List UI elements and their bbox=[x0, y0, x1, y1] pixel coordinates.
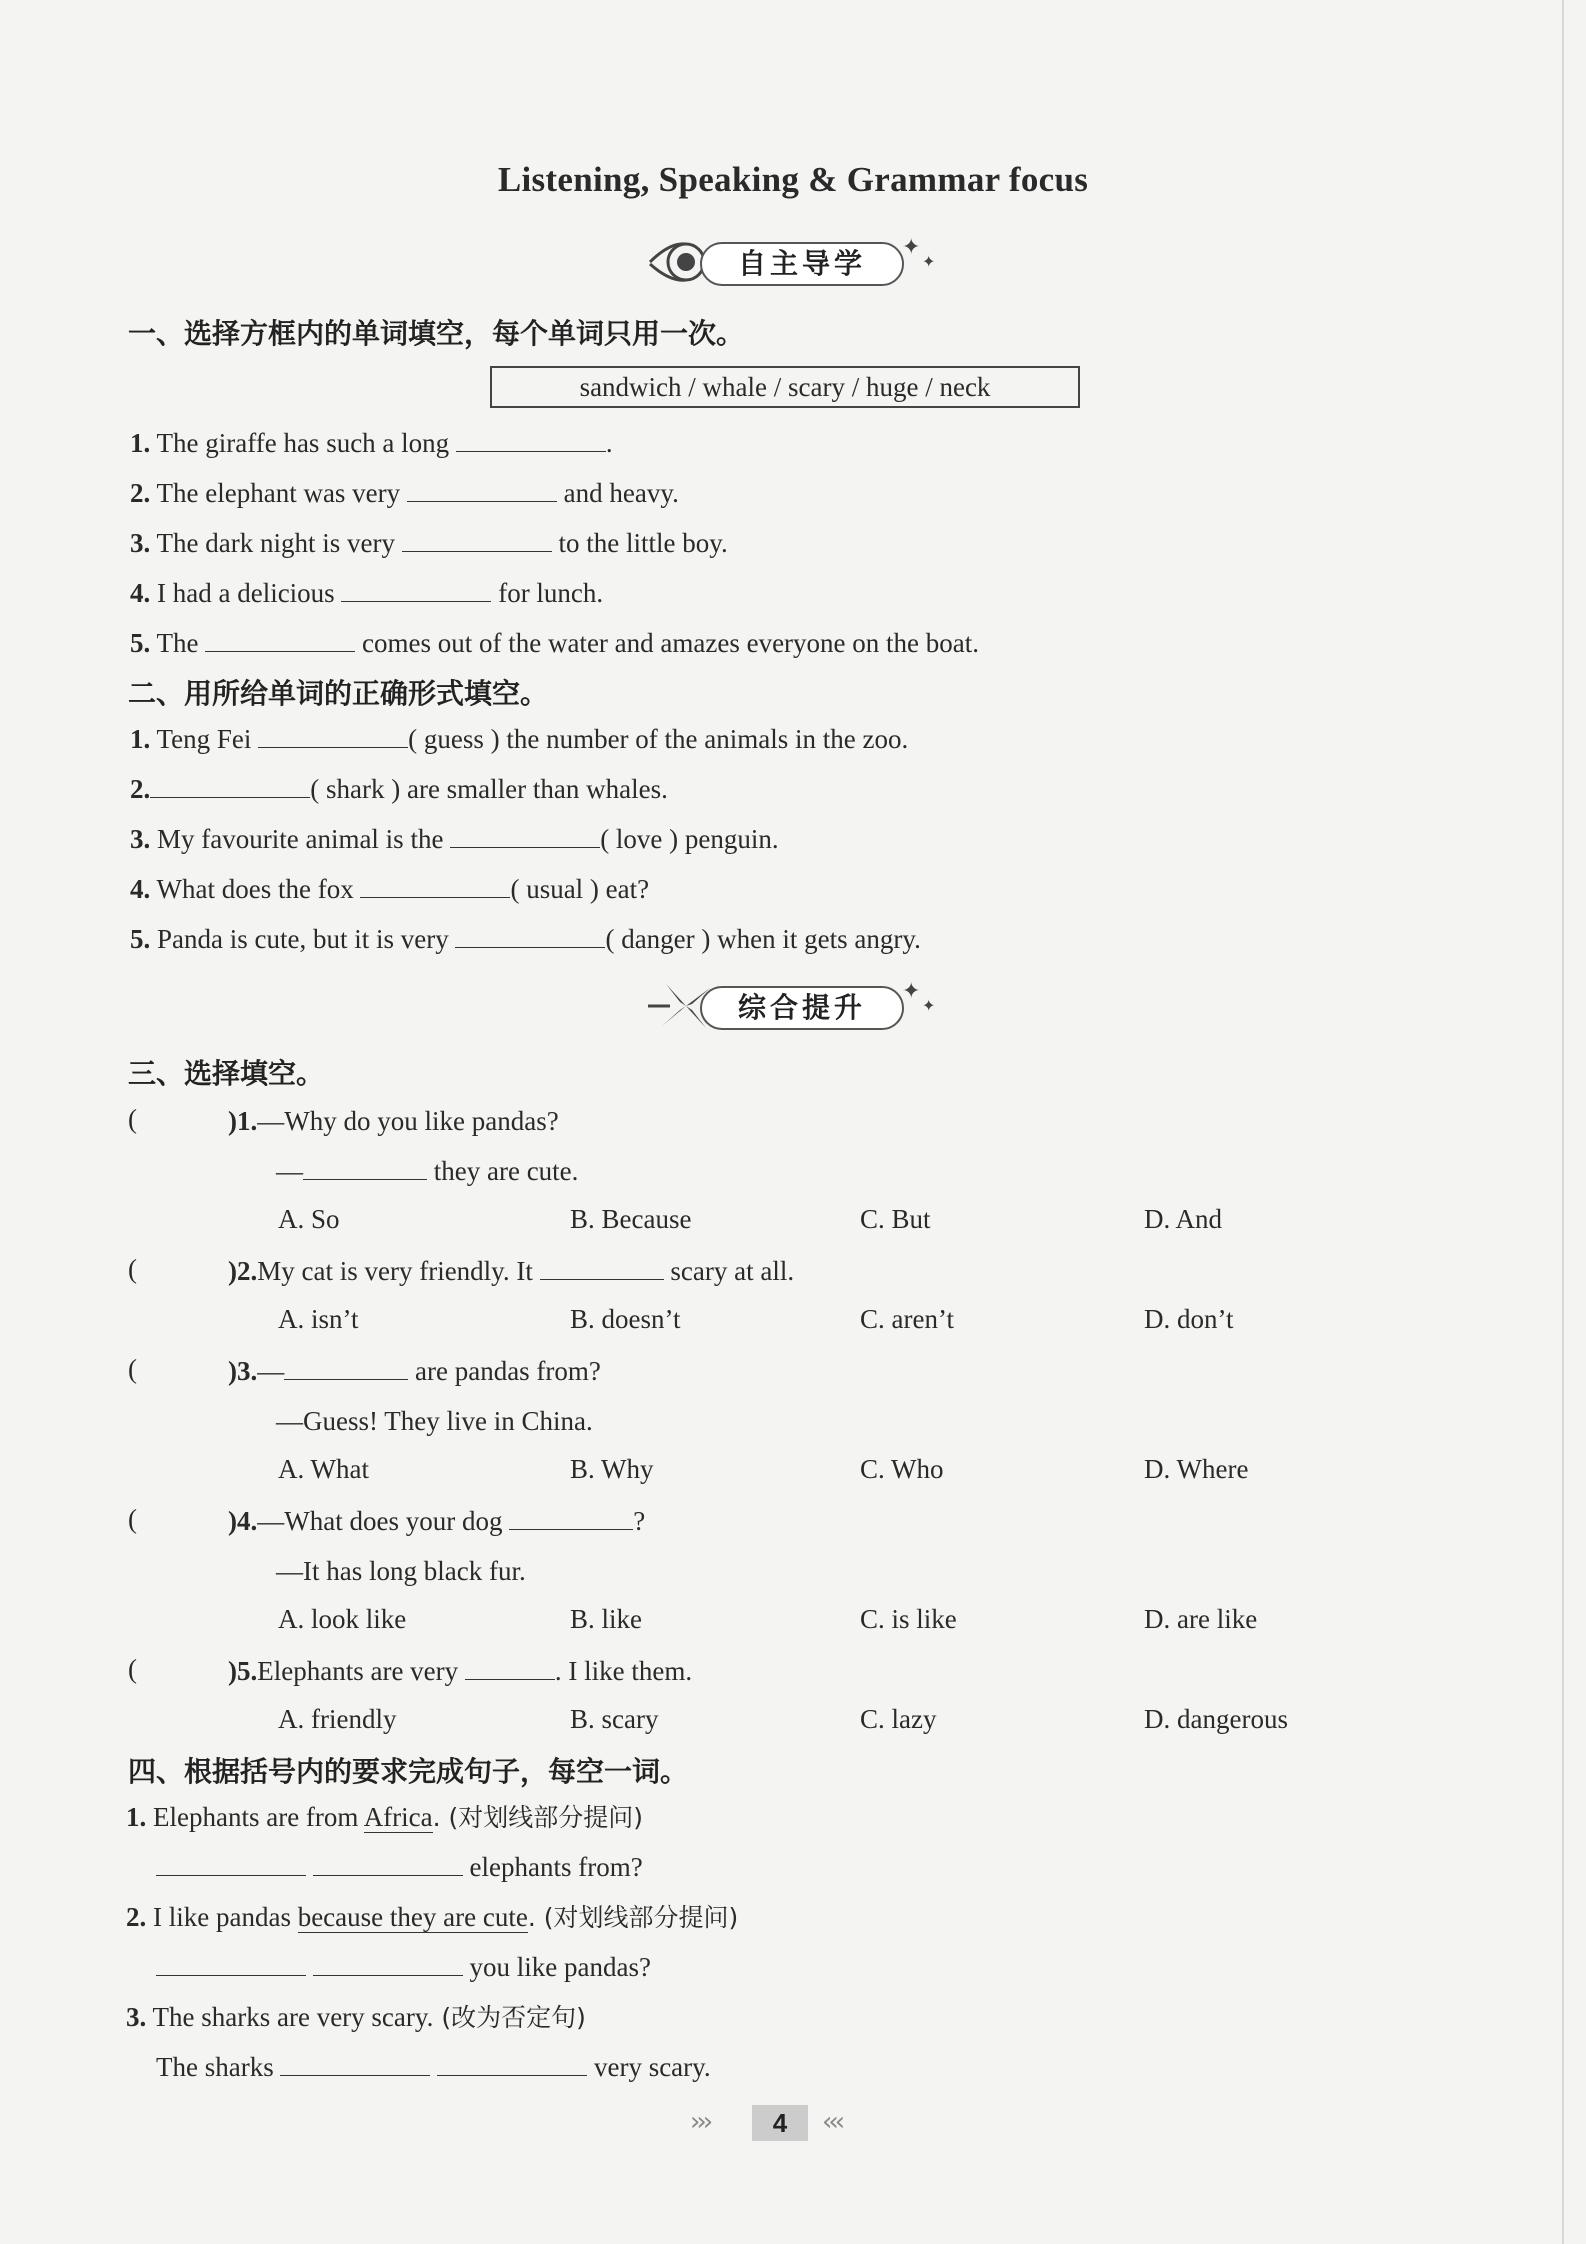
s3-q1-line2: — they are cute. bbox=[276, 1156, 579, 1186]
answer-blank[interactable] bbox=[360, 873, 510, 898]
chevrons-right-icon: ››› bbox=[690, 2107, 710, 2137]
answer-blank[interactable] bbox=[437, 2051, 587, 2076]
s4-item-3-answer: The sharks very scary. bbox=[156, 2052, 711, 2082]
s1-item-1: 1. The giraffe has such a long . bbox=[130, 428, 613, 458]
option-d[interactable]: D. And bbox=[1144, 1204, 1223, 1234]
answer-paren-open: ( bbox=[128, 1504, 137, 1534]
s3-q4-line2: —It has long black fur. bbox=[276, 1556, 526, 1586]
s4-item-1-answer: elephants from? bbox=[156, 1850, 643, 1884]
option-d[interactable]: D. Where bbox=[1144, 1454, 1249, 1484]
answer-blank[interactable] bbox=[156, 1951, 306, 1976]
s1-item-3: 3. The dark night is very to the little boy. bbox=[130, 528, 728, 558]
answer-blank[interactable] bbox=[540, 1255, 664, 1280]
s1-item-4: 4. I had a delicious for lunch. bbox=[130, 578, 604, 608]
answer-blank[interactable] bbox=[258, 723, 408, 748]
s1-item-2: 2. The elephant was very and heavy. bbox=[130, 478, 679, 508]
s3-q2-line1: )2.My cat is very friendly. It scary at all. bbox=[228, 1256, 795, 1286]
answer-blank[interactable] bbox=[156, 1851, 306, 1876]
option-c[interactable]: C. aren’t bbox=[860, 1304, 954, 1334]
option-a[interactable]: A. isn’t bbox=[278, 1304, 359, 1334]
answer-blank[interactable] bbox=[407, 477, 557, 502]
option-b[interactable]: B. like bbox=[570, 1604, 642, 1634]
answer-paren-open: ( bbox=[128, 1654, 137, 1684]
answer-blank[interactable] bbox=[456, 427, 606, 452]
answer-paren-open: ( bbox=[128, 1104, 137, 1134]
star-icon: ✦ bbox=[902, 234, 921, 259]
answer-blank[interactable] bbox=[150, 773, 310, 798]
chevrons-left-icon: ‹‹‹ bbox=[822, 2107, 842, 2137]
option-a[interactable]: A. friendly bbox=[278, 1704, 397, 1734]
answer-paren-open: ( bbox=[128, 1354, 137, 1384]
section3-heading: 三、选择填空。 bbox=[128, 1057, 325, 1090]
s4-item-1: 1. Elephants are from Africa. (对划线部分提问) bbox=[126, 1802, 644, 1832]
option-b[interactable]: B. scary bbox=[570, 1704, 659, 1734]
s3-q5-line1: )5.Elephants are very . I like them. bbox=[228, 1656, 693, 1686]
option-a[interactable]: A. What bbox=[278, 1454, 369, 1484]
star-icon: ✦ bbox=[902, 978, 921, 1003]
word-box: sandwich / whale / scary / huge / neck bbox=[490, 366, 1080, 408]
answer-paren-open: ( bbox=[128, 1254, 137, 1284]
star-icon: ✦ bbox=[922, 254, 936, 271]
option-c[interactable]: C. is like bbox=[860, 1604, 957, 1634]
option-b[interactable]: B. Why bbox=[570, 1454, 654, 1484]
answer-blank[interactable] bbox=[284, 1355, 408, 1380]
section-banner-comprehensive bbox=[640, 976, 940, 1036]
option-d[interactable]: D. don’t bbox=[1144, 1304, 1234, 1334]
s2-item-3: 3. My favourite animal is the ( love ) penguin. bbox=[130, 824, 779, 854]
s3-q4-line1: )4.—What does your dog ? bbox=[228, 1506, 646, 1536]
s4-item-3: 3. The sharks are very scary. (改为否定句) bbox=[126, 2002, 586, 2032]
answer-blank[interactable] bbox=[465, 1655, 555, 1680]
section1-heading: 一、选择方框内的单词填空，每个单词只用一次。 bbox=[128, 317, 745, 350]
page-number: 4 bbox=[752, 2105, 808, 2141]
star-icon: ✦ bbox=[922, 998, 936, 1015]
answer-blank[interactable] bbox=[509, 1505, 633, 1530]
s2-item-4: 4. What does the fox ( usual ) eat? bbox=[130, 874, 650, 904]
s3-q3-line1: )3.— are pandas from? bbox=[228, 1356, 601, 1386]
answer-blank[interactable] bbox=[205, 627, 355, 652]
answer-blank[interactable] bbox=[313, 1851, 463, 1876]
answer-blank[interactable] bbox=[313, 1951, 463, 1976]
s4-item-2: 2. I like pandas because they are cute. (对划线部分提问) bbox=[126, 1902, 739, 1932]
option-c[interactable]: C. But bbox=[860, 1204, 931, 1234]
page-title: Listening, Speaking & Grammar focus bbox=[497, 160, 1089, 199]
banner-label: 自主导学 bbox=[700, 242, 904, 286]
page-footer bbox=[0, 2105, 1586, 2145]
s3-q3-line2: —Guess! They live in China. bbox=[276, 1406, 593, 1436]
answer-blank[interactable] bbox=[455, 923, 605, 948]
option-c[interactable]: C. Who bbox=[860, 1454, 944, 1484]
section2-heading: 二、用所给单词的正确形式填空。 bbox=[128, 677, 549, 710]
answer-blank[interactable] bbox=[402, 527, 552, 552]
option-b[interactable]: B. Because bbox=[570, 1204, 692, 1234]
s2-item-2: 2. ( shark ) are smaller than whales. bbox=[130, 774, 668, 804]
option-b[interactable]: B. doesn’t bbox=[570, 1304, 681, 1334]
answer-blank[interactable] bbox=[341, 577, 491, 602]
s4-item-2-answer: you like pandas? bbox=[156, 1950, 651, 1984]
s1-item-5: 5. The comes out of the water and amazes everyone on the boat. bbox=[130, 628, 980, 658]
answer-blank[interactable] bbox=[280, 2051, 430, 2076]
s2-item-5: 5. Panda is cute, but it is very ( danger ) when it gets angry. bbox=[130, 924, 921, 954]
option-a[interactable]: A. So bbox=[278, 1204, 340, 1234]
s2-item-1: 1. Teng Fei ( guess ) the number of the animals in the zoo. bbox=[130, 724, 909, 754]
s3-q1-line1: )1.—Why do you like pandas? bbox=[228, 1106, 559, 1136]
option-a[interactable]: A. look like bbox=[278, 1604, 407, 1634]
option-d[interactable]: D. dangerous bbox=[1144, 1704, 1288, 1734]
answer-blank[interactable] bbox=[303, 1155, 427, 1180]
section4-heading: 四、根据括号内的要求完成句子，每空一词。 bbox=[128, 1755, 689, 1788]
option-c[interactable]: C. lazy bbox=[860, 1704, 937, 1734]
option-d[interactable]: D. are like bbox=[1144, 1604, 1258, 1634]
banner-label: 综合提升 bbox=[700, 986, 904, 1030]
page-edge bbox=[1562, 0, 1564, 2244]
section-banner-self-study bbox=[640, 232, 940, 292]
answer-blank[interactable] bbox=[450, 823, 600, 848]
